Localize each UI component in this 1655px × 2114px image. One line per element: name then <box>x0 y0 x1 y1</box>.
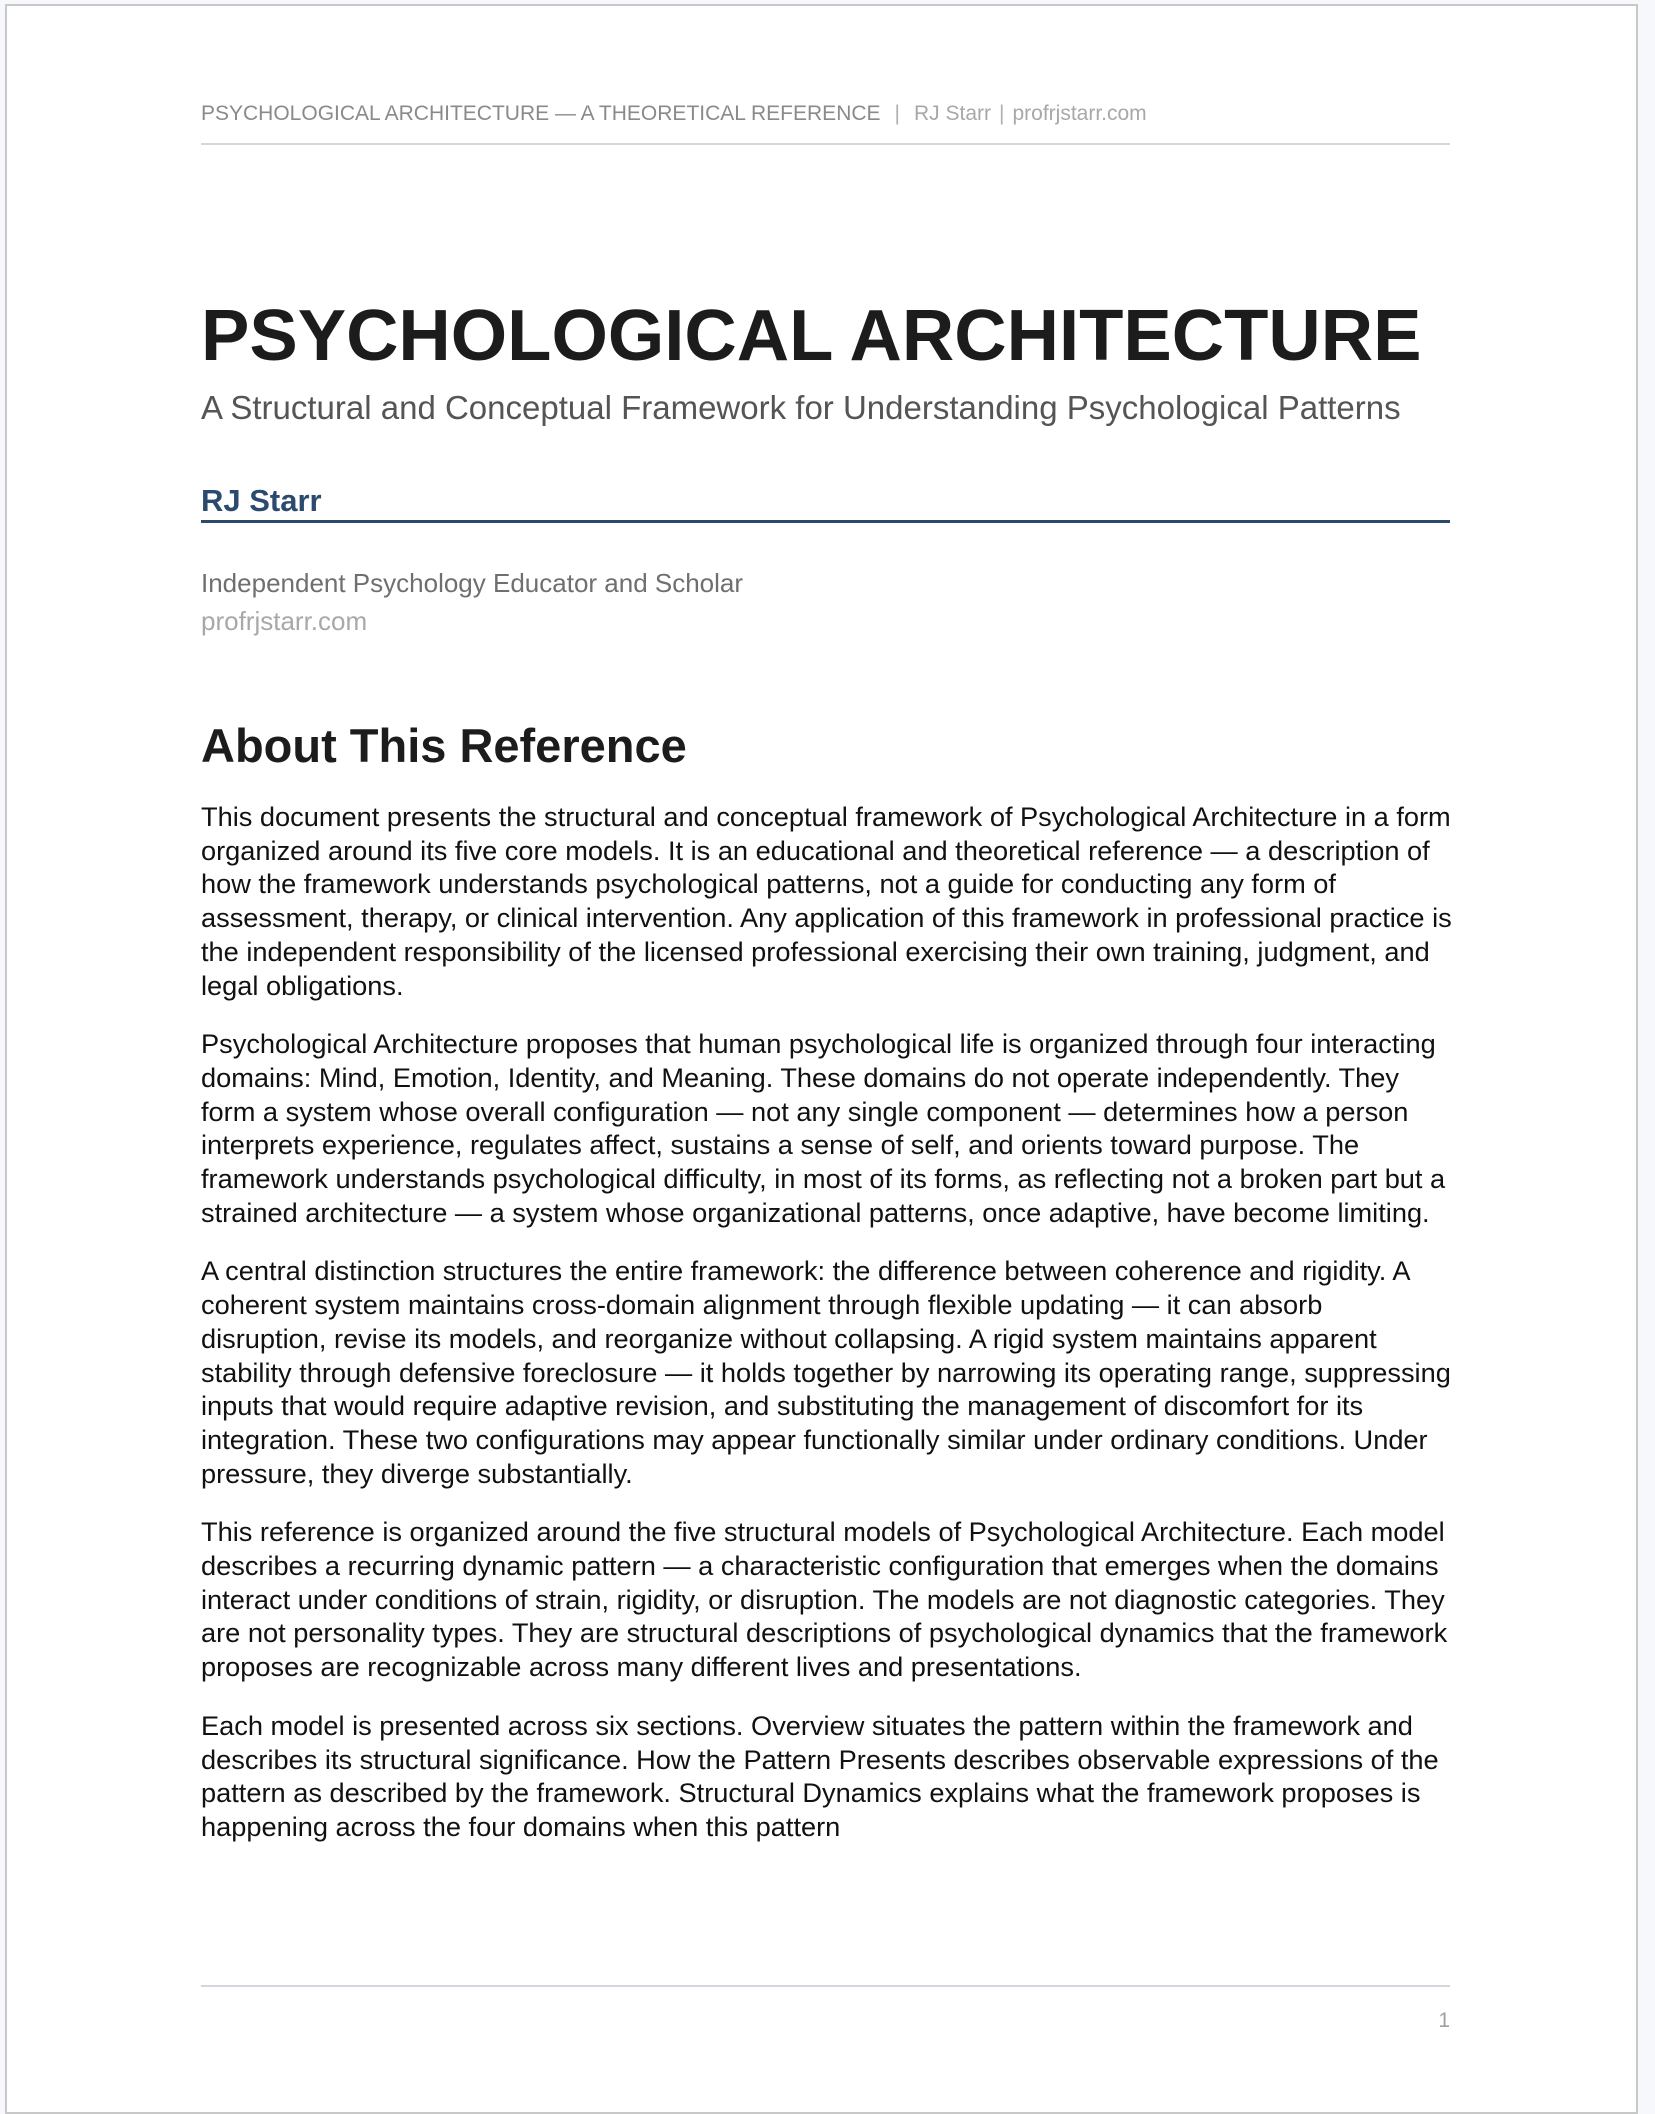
running-header-website: profrjstarr.com <box>1012 102 1147 125</box>
body-paragraph: This reference is organized around the five structural models of Psychological Architecture. Each model describes a recurring dynamic pattern — a characteristic configuration that emerges when the domains interact under conditions of strain, rigidity, or disruption. The models are not diagnostic categories. They are not personality types. They are structural descriptions of psychological dynamics that the framework proposes are recognizable across many different lives and presentations. <box>201 1516 1448 1683</box>
body-paragraph: Psychological Architecture proposes that human psychological life is organized through four interacting domains: Mind, Emotion, Identity, and Meaning. These domains do not operate independently. They form a system whose overall configuration — not any single component — determines how a person interprets experience, regulates affect, sustains a sense of self, and orients toward purpose. The framework understands psychological difficulty, in most of its forms, as reflecting not a broken part but a strained architecture — a system whose organizational patterns, once adaptive, have become limiting. <box>201 1028 1446 1228</box>
section-heading: About This Reference <box>201 719 687 772</box>
body-paragraph: A central distinction structures the entire framework: the difference between coherence and rigidity. A coherent system maintains cross-domain alignment through flexible updating — it can absorb disruption, revise its models, and reorganize without collapsing. A rigid system maintains apparent stability through defensive foreclosure — it holds together by narrowing its operating range, suppressing inputs that would require adaptive revision, and substituting the management of discomfort for its integration. These two configurations may appear functionally similar under ordinary conditions. Under pressure, they diverge substantially. <box>201 1255 1451 1489</box>
author-affiliation: Independent Psychology Educator and Scholar <box>201 568 744 598</box>
body-paragraph: Each model is presented across six sections. Overview situates the pattern within the framework and describes its structural significance. How the Pattern Presents describes observable expressions of the pattern as described by the framework. Structural Dynamics explains what the framework proposes is happening across the four domains when this pattern <box>201 1709 1439 1842</box>
document-author: RJ Starr <box>201 483 322 518</box>
page-number: 1 <box>1438 2009 1450 2032</box>
footer-divider <box>201 1985 1450 1987</box>
author-divider <box>201 520 1450 523</box>
section-body <box>201 800 1455 1869</box>
running-header-author: RJ Starr <box>914 102 992 125</box>
running-header <box>201 102 1450 126</box>
document-subtitle: A Structural and Conceptual Framework for Understanding Psychological Patterns <box>201 389 1401 426</box>
document-page <box>5 4 1638 2114</box>
document-title: PSYCHOLOGICAL ARCHITECTURE <box>201 295 1422 376</box>
author-website: profrjstarr.com <box>201 606 368 636</box>
running-header-title: PSYCHOLOGICAL ARCHITECTURE — A THEORETICAL REFERENCE <box>201 102 881 125</box>
body-paragraph: This document presents the structural and conceptual framework of Psychological Architecture in a form organized around its five core models. It is an educational and theoretical reference — a description of how the framework understands psychological patterns, not a guide for conducting any form of assessment, therapy, or clinical intervention. Any application of this framework in professional practice is the independent responsibility of the licensed professional exercising their own training, judgment, and legal obligations. <box>201 801 1452 1001</box>
running-header-separator: | <box>894 102 900 125</box>
header-divider <box>201 143 1450 145</box>
running-header-separator-2: | <box>999 102 1005 125</box>
